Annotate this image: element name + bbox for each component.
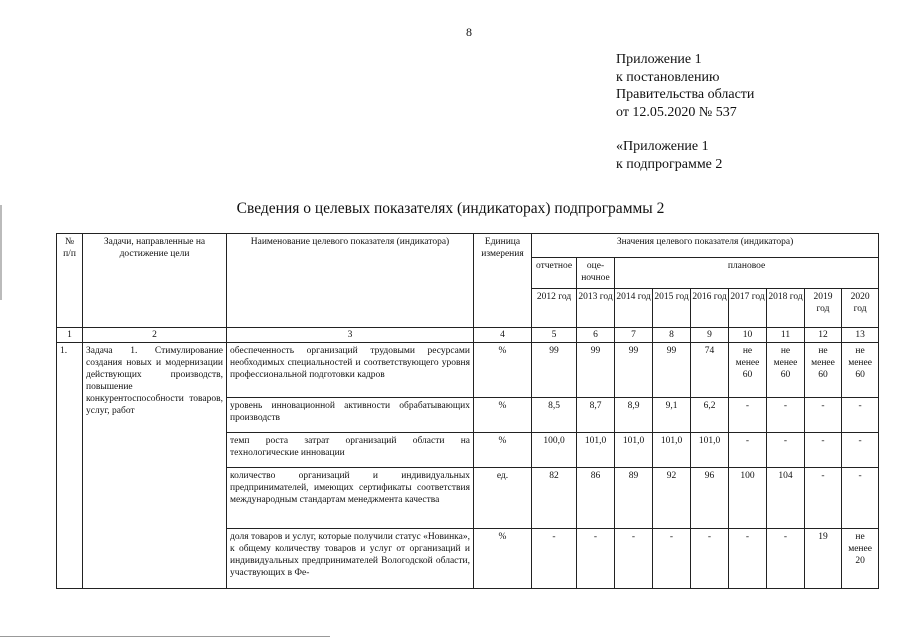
value-cell: 82 (532, 468, 577, 529)
column-number: 12 (805, 328, 842, 343)
scan-edge-line (0, 636, 330, 637)
value-cell: 99 (653, 343, 691, 398)
value-cell: 101,0 (615, 433, 653, 468)
value-cell: - (767, 529, 805, 589)
value-cell: - (691, 529, 729, 589)
column-number: 13 (842, 328, 879, 343)
header-year: 2017 год (729, 289, 767, 328)
column-number: 6 (577, 328, 615, 343)
column-number: 3 (227, 328, 474, 343)
value-cell: 100 (729, 468, 767, 529)
indicator-cell: обеспеченность организаций трудовыми ресурсами необходимых специальностей и соответствующего уровня профессиональной подготовки кадров (227, 343, 474, 398)
value-cell: 99 (577, 343, 615, 398)
value-cell: не менее 60 (767, 343, 805, 398)
value-cell: 96 (691, 468, 729, 529)
value-cell: - (805, 398, 842, 433)
value-cell: - (842, 468, 879, 529)
column-number: 8 (653, 328, 691, 343)
header-year: 2012 год (532, 289, 577, 328)
header-year: 2019 год (805, 289, 842, 328)
table-row (57, 343, 879, 398)
value-cell: - (729, 398, 767, 433)
header-unit: Единица измерения (474, 234, 532, 328)
value-cell: 8,7 (577, 398, 615, 433)
value-cell: - (842, 398, 879, 433)
header-reported: отчетное (532, 258, 577, 289)
unit-cell: % (474, 343, 532, 398)
unit-cell: % (474, 433, 532, 468)
column-number: 7 (615, 328, 653, 343)
header-planned: плановое (615, 258, 879, 289)
appendix-block (616, 51, 754, 173)
column-number: 4 (474, 328, 532, 343)
value-cell: 101,0 (577, 433, 615, 468)
header-num: № п/п (57, 234, 83, 328)
appendix-line: к постановлению (616, 69, 720, 85)
value-cell: 104 (767, 468, 805, 529)
header-year: 2013 год (577, 289, 615, 328)
column-number: 11 (767, 328, 805, 343)
header-tasks: Задачи, направленные на достижение цели (83, 234, 227, 328)
task-cell: Задача 1. Стимулирование создания новых и модернизации действующих производств, повышение конкурентоспособности товаров, услуг, работ (83, 343, 227, 589)
header-indicator: Наименование целевого показателя (индикатора) (227, 234, 474, 328)
value-cell: 9,1 (653, 398, 691, 433)
indicator-cell: темп роста затрат организаций области на технологические инновации (227, 433, 474, 468)
header-estimated: оце-ночное (577, 258, 615, 289)
value-cell: 8,9 (615, 398, 653, 433)
column-number: 2 (83, 328, 227, 343)
value-cell: - (805, 433, 842, 468)
indicator-cell: доля товаров и услуг, которые получили статус «Новинка», к общему количеству товаров и услуг от организаций и индивидуальных предпринимателей Вологодской области, участвующих в Фе- (227, 529, 474, 589)
header-year: 2016 год (691, 289, 729, 328)
value-cell: 8,5 (532, 398, 577, 433)
appendix-line: Приложение 1 (616, 52, 702, 67)
value-cell: не менее 20 (842, 529, 879, 589)
value-cell: 89 (615, 468, 653, 529)
value-cell: - (729, 529, 767, 589)
value-cell: 99 (532, 343, 577, 398)
indicator-cell: количество организаций и индивидуальных предпринимателей, имеющих сертификаты соответствия международным стандартам менеджмента качества (227, 468, 474, 529)
header-year: 2020 год (842, 289, 879, 328)
value-cell: - (615, 529, 653, 589)
row-number: 1. (57, 343, 83, 589)
value-cell: - (842, 433, 879, 468)
column-number: 5 (532, 328, 577, 343)
unit-cell: % (474, 398, 532, 433)
header-year: 2015 год (653, 289, 691, 328)
value-cell: - (805, 468, 842, 529)
column-number-row (57, 328, 879, 343)
value-cell: не менее 60 (805, 343, 842, 398)
value-cell: - (767, 398, 805, 433)
value-cell: - (653, 529, 691, 589)
value-cell: не менее 60 (842, 343, 879, 398)
page-number: 8 (466, 25, 472, 39)
value-cell: 99 (615, 343, 653, 398)
header-row (57, 234, 879, 258)
indicators-table (56, 233, 879, 589)
value-cell: 74 (691, 343, 729, 398)
header-values: Значения целевого показателя (индикатора) (532, 234, 879, 258)
column-number: 10 (729, 328, 767, 343)
value-cell: 92 (653, 468, 691, 529)
column-number: 9 (691, 328, 729, 343)
value-cell: не менее 60 (729, 343, 767, 398)
document-title: Сведения о целевых показателях (индикаторах) подпрограммы 2 (236, 200, 665, 217)
value-cell: 101,0 (691, 433, 729, 468)
header-year: 2018 год (767, 289, 805, 328)
appendix-line: к подпрограмме 2 (616, 156, 723, 172)
value-cell: 86 (577, 468, 615, 529)
appendix-line: «Приложение 1 (616, 139, 709, 154)
column-number: 1 (57, 328, 83, 343)
appendix-line: от 12.05.2020 № 537 (616, 104, 737, 120)
unit-cell: % (474, 529, 532, 589)
unit-cell: ед. (474, 468, 532, 529)
value-cell: 100,0 (532, 433, 577, 468)
value-cell: - (532, 529, 577, 589)
header-year: 2014 год (615, 289, 653, 328)
indicator-cell: уровень инновационной активности обрабатывающих производств (227, 398, 474, 433)
value-cell: - (767, 433, 805, 468)
value-cell: 101,0 (653, 433, 691, 468)
scan-edge-mark (0, 205, 2, 300)
value-cell: 19 (805, 529, 842, 589)
value-cell: - (577, 529, 615, 589)
appendix-line: Правительства области (616, 87, 755, 102)
value-cell: - (729, 433, 767, 468)
value-cell: 6,2 (691, 398, 729, 433)
